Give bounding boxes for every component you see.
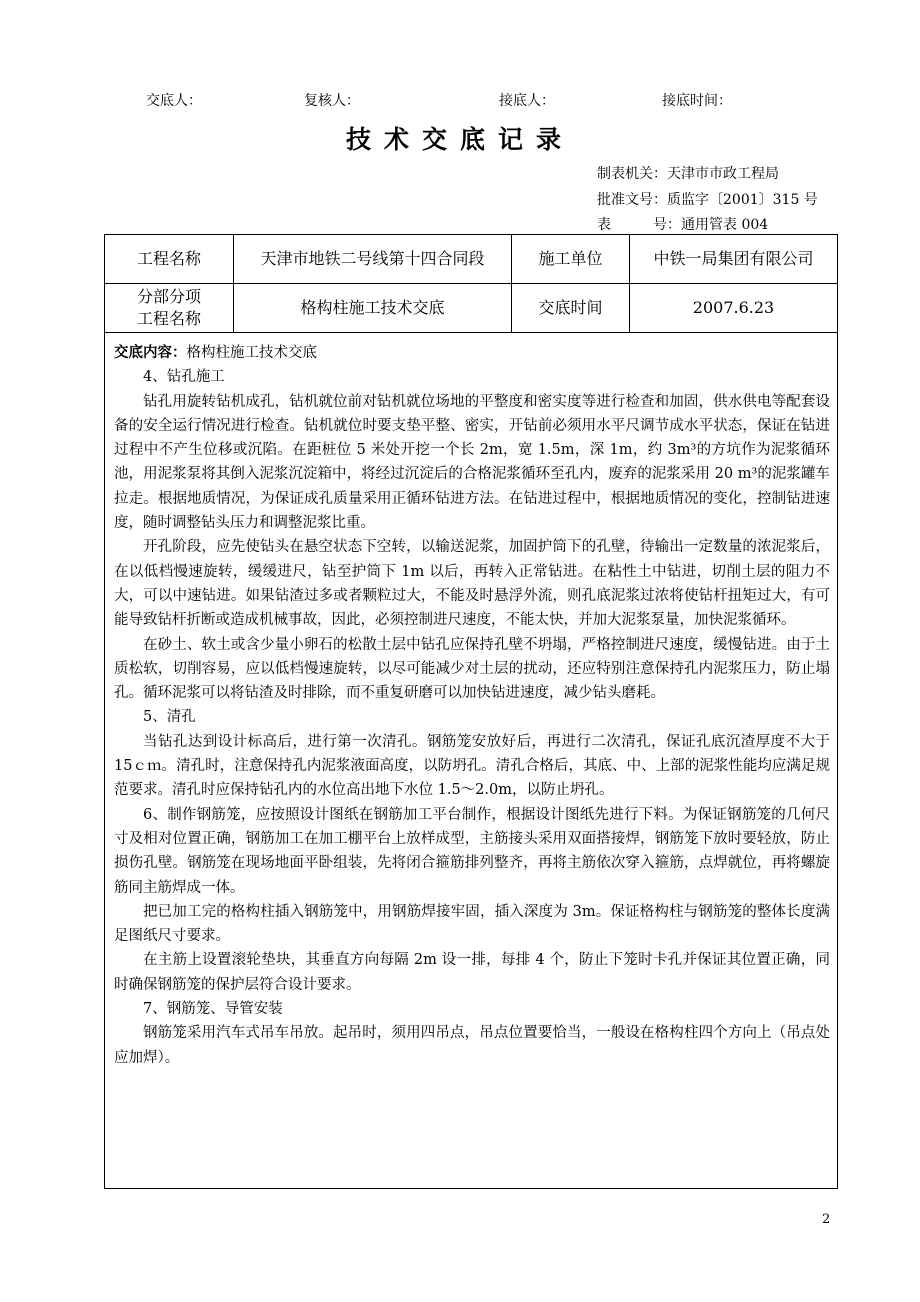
- subproject-value: 格构柱施工技术交底: [234, 284, 512, 332]
- paragraph: 开孔阶段，应先使钻头在悬空状态下空转，以输送泥浆，加固护筒下的孔壁，待输出一定数量的浓泥浆后，在以低档慢速旋转，缓缓进尺，钻至护筒下 1m 以后，再转入正常钻进。在粘性土中钻进，切削土层的阻力不大，可以中速钻进。如果钻渣过多或者颗粒过大，不能及时悬浮外流，则孔底泥浆过浓将使钻杆扭矩过大，有可能导致钻杆折断或造成机械事故，因此，必须控制进尺速度，不能太快，并加大泥浆泵量，加快泥浆循环。: [114, 539, 830, 629]
- form-number-line: [597, 214, 768, 234]
- disclosure-content: [114, 341, 830, 1070]
- project-name-label: 工程名称: [105, 235, 234, 283]
- received-by-label: 接底人：: [499, 93, 555, 109]
- disclosed-by-label: 交底人：: [146, 93, 202, 109]
- paragraph: 在主筋上设置滚轮垫块，其垂直方向每隔 2m 设一排，每排 4 个，防止下笼时卡孔并保证其位置正确，同时确保钢筋笼的保护层符合设计要求。: [114, 952, 830, 993]
- page-number: 2: [822, 1212, 831, 1227]
- form-label-b: 号：: [653, 217, 681, 233]
- content-label: 交底内容：: [114, 344, 187, 361]
- content-heading: [114, 341, 830, 365]
- content-title: 格构柱施工技术交底: [186, 345, 317, 361]
- subproject-label-line-1: 分部分项: [136, 287, 201, 306]
- section-heading: 4、钻孔施工: [143, 369, 225, 386]
- paragraph: 在砂土、软土或含少量小卵石的松散土层中钻孔应保持孔壁不坍塌，严格控制进尺速度，缓慢钻进。由于土质松软，切削容易，应以低档慢速旋转，以尽可能减少对土层的扰动，还应特别注意保持孔内泥浆压力，防止塌孔。循环泥浆可以将钻渣及时排除，而不重复研磨可以加快钻进速度，减少钻头磨耗。: [114, 636, 830, 702]
- date-value: 2007.6.23: [692, 298, 775, 317]
- table-row: [105, 235, 837, 284]
- issuer-value: 天津市市政工程局: [667, 166, 779, 182]
- section-heading: 5、清孔: [143, 709, 196, 726]
- contractor-value: 中铁一局集团有限公司: [653, 249, 814, 268]
- paragraph: 6、制作钢筋笼，应按照设计图纸在钢筋加工平台制作，根据设计图纸先进行下料。为保证钢筋笼的几何尺寸及相对位置正确，钢筋加工在加工棚平台上放样成型，主筋接头采用双面搭接焊，钢筋笼下放时要轻放，防止损伤孔壁。钢筋笼在现场地面平卧组装，先将闭合箍筋排列整齐，再将主筋依次穿入箍筋，点焊就位，再将螺旋筋同主筋焊成一体。: [114, 806, 830, 896]
- approval-label: 批准文号：: [597, 192, 667, 208]
- approval-line: [597, 189, 818, 209]
- received-time-label: 接底时间：: [662, 93, 732, 109]
- paragraph: 把已加工完的格构柱插入钢筋笼中，用钢筋焊接牢固，插入深度为 3m。保证格构柱与钢筋笼的整体长度满足图纸尺寸要求。: [114, 903, 830, 945]
- signature-line: [0, 90, 920, 112]
- reviewed-by-label: 复核人：: [304, 93, 360, 109]
- form-label-a: 表: [597, 217, 611, 233]
- section-heading: 7、钢筋笼、导管安装: [143, 1001, 283, 1018]
- project-name-value: 天津市地铁二号线第十四合同段: [234, 235, 512, 283]
- date-label: 交底时间: [512, 284, 630, 332]
- table-row: [105, 284, 837, 333]
- subproject-label-line-2: 工程名称: [136, 309, 201, 328]
- form-number-value: 通用管表 004: [681, 217, 769, 233]
- subproject-label: [105, 284, 234, 332]
- issuer-label: 制表机关：: [597, 166, 667, 182]
- disclosure-form-table: [104, 234, 838, 1189]
- paragraph: 钻孔用旋转钻机成孔，钻机就位前对钻机就位场地的平整度和密实度等进行检查和加固，供水供电等配套设备的安全运行情况进行检查。钻机就位时要支垫平整、密实，开钻前必须用水平尺调节成水平状态，保证在钻进过程中不产生位移或沉陷。在距桩位 5 米处开挖一个长 2m，宽 1.5m，深 1m，约 3m³的方坑作为泥浆循环池，用泥浆泵将其倒入泥浆沉淀箱中，将经过沉淀后的合格泥浆循环至孔内，废弃的泥浆采用 20 m³的泥浆罐车拉走。根据地质情况，为保证成孔质量采用正循环钻进方法。在钻进过程中，根据地质情况的变化，控制钻进速度，随时调整钻头压力和调整泥浆比重。: [114, 393, 830, 532]
- issuer-line: [597, 163, 779, 183]
- paragraph: 当钻孔达到设计标高后，进行第一次清孔。钢筋笼安放好后，再进行二次清孔，保证孔底沉渣厚度不大于 15ｃｍ。清孔时，注意保持孔内泥浆液面高度，以防坍孔。清孔合格后，其底、中、上部的泥浆性能均应满足规范要求。清孔时应保持钻孔内的水位高出地下水位 1.5～2.0m，以防止坍孔。: [114, 733, 830, 799]
- paragraph: 钢筋笼采用汽车式吊车吊放。起吊时，须用四吊点，吊点位置要恰当，一般设在格构柱四个方向上（吊点处应加焊）。: [114, 1025, 830, 1066]
- document-title: 技术交底记录: [345, 125, 574, 154]
- contractor-label: 施工单位: [512, 235, 630, 283]
- approval-value: 质监字〔2001〕315 号: [667, 192, 818, 208]
